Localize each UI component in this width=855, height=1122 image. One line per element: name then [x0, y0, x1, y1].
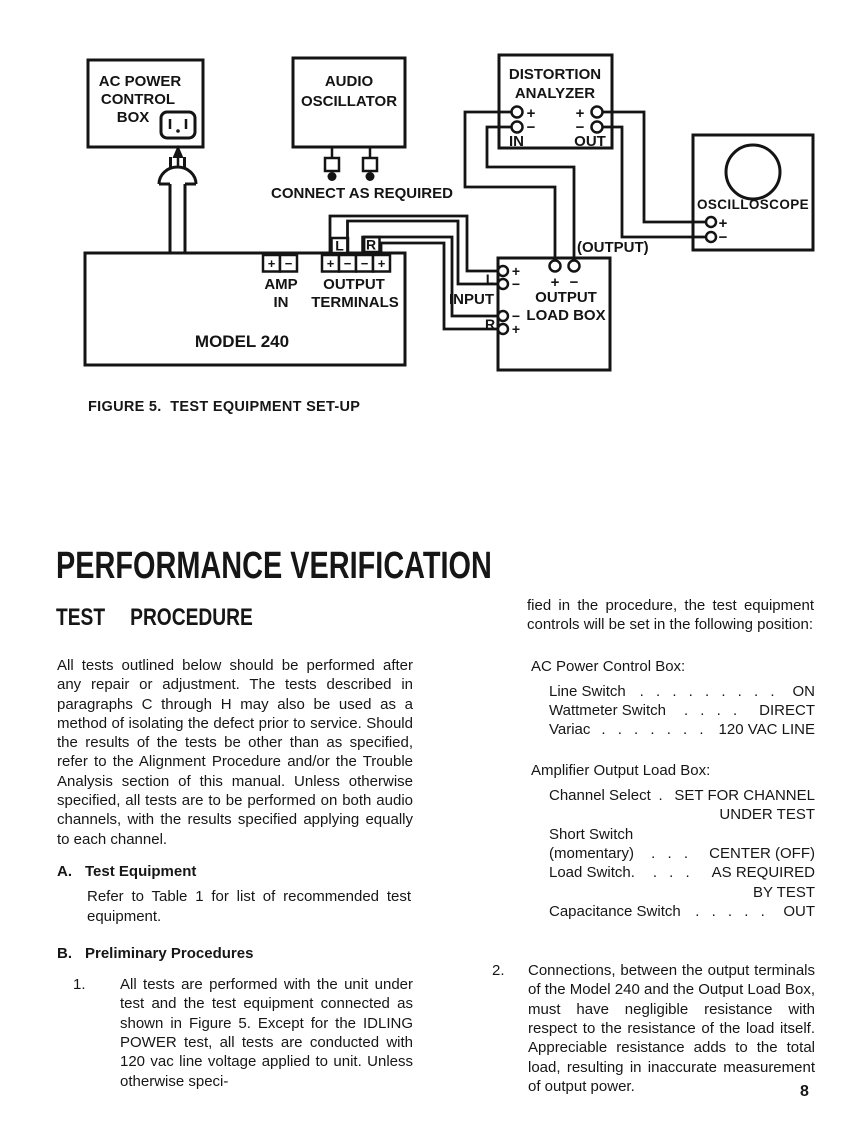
setting-value: 120 VAC LINE — [718, 721, 815, 739]
ac-plug-icon — [159, 145, 196, 184]
input-l-minus-sign: − — [511, 276, 521, 292]
section-a-title: Test Equipment — [85, 862, 197, 880]
oscillator-plug-right-icon — [363, 147, 377, 181]
item-1-number: 1. — [73, 976, 86, 994]
section-a-body: Refer to Table 1 for list of recommended test equipment. — [87, 888, 411, 925]
page-number: 8 — [800, 1083, 809, 1100]
output-r-plus-sign: + — [377, 256, 386, 271]
input-label: INPUT — [449, 291, 494, 308]
model-240-label: MODEL 240 — [194, 332, 290, 351]
setting-wattmeter-switch — [549, 701, 815, 720]
intro-paragraph: All tests outlined below should be performed after any repair or adjustment. The tests described in paragraphs C through H may also be used as a method of isolating the defect prior to service. Should the results of the tests be other than as specified, refer to the Alignment Procedure and/or the Trouble Analysis section of this manual. Unless otherwise specified, all tests are to be performed on both audio channels, with the results specified applying equally to each channel. — [57, 657, 413, 848]
oscilloscope-minus-terminal — [706, 232, 716, 242]
page-title: PERFORMANCE VERIFICATION — [56, 545, 492, 587]
distortion-analyzer-box — [499, 55, 612, 150]
item-2-body: Connections, between the output terminals of the Model 240 and the Output Load Box, must have negligible resistance with respect to the resistance of the load itself. Appreciable resistance adds to the total load, resulting in inaccurate measurement of output power. — [528, 962, 815, 1095]
item-1-body: All tests are performed with the unit under test and the test equipment connected as shown in Figure 5. Except for the IDLING POWER test, all tests are conducted with 120 vac line voltage applied to unit. Unless otherwise speci- — [120, 976, 413, 1090]
oscilloscope-plus-sign: + — [718, 215, 728, 232]
amp-label: AMP — [264, 276, 298, 293]
wire-scope-plus — [603, 112, 707, 222]
connect-as-required-note: CONNECT AS REQUIRED — [271, 185, 453, 202]
model-l-channel-label: L — [335, 237, 344, 254]
section-a-letter: A. — [57, 862, 72, 880]
oscilloscope-minus-sign: − — [718, 229, 728, 246]
load-box-output-minus-terminal — [569, 261, 580, 272]
right-column — [475, 596, 815, 1096]
amp-in-minus-sign: − — [284, 256, 293, 271]
setting-value: SET FOR CHANNEL — [674, 787, 815, 805]
continuation-paragraph: fied in the procedure, the test equipment controls will be set in the following position: — [527, 597, 814, 634]
setting-label: Short Switch — [549, 825, 634, 843]
input-r-label: R — [484, 316, 496, 332]
setting-label: (momentary) — [549, 844, 635, 862]
load-box-label-2: LOAD BOX — [526, 307, 606, 324]
dot-leader: . . . . — [683, 702, 742, 720]
output-load-box — [449, 239, 649, 370]
output-l-minus-sign: − — [343, 256, 352, 271]
input-r-plus-sign: + — [511, 321, 521, 337]
dot-leader: . — [658, 787, 667, 805]
setting-momentary — [549, 844, 815, 863]
figure-caption: FIGURE 5. TEST EQUIPMENT SET-UP — [88, 399, 361, 415]
section-b-title: Preliminary Procedures — [85, 944, 254, 962]
setting-label: Capacitance Switch — [549, 902, 681, 920]
setting-value: OUT — [783, 902, 815, 920]
oscilloscope-screen-icon — [726, 145, 780, 199]
setting-channel-select-value-2: UNDER TEST — [719, 806, 815, 824]
output-terminals-label-2: TERMINALS — [311, 294, 399, 311]
setting-short-switch — [549, 825, 815, 844]
amp-in-label: IN — [273, 294, 289, 311]
test-equipment-setup-diagram — [0, 0, 855, 430]
analyzer-out-minus-sign: − — [575, 119, 585, 136]
audio-oscillator-label-2: OSCILLATOR — [300, 93, 398, 110]
section-b-heading — [57, 944, 413, 963]
dot-leader: . . . — [652, 864, 694, 882]
load-box-input-r-plus-terminal — [498, 324, 508, 334]
setting-channel-select — [549, 786, 815, 805]
output-terminals-label-1: OUTPUT — [323, 276, 385, 293]
setting-value: AS REQUIRED — [711, 864, 815, 882]
section-a-heading — [57, 862, 413, 881]
section-b-letter: B. — [57, 944, 72, 962]
distortion-analyzer-label-1: DISTORTION — [508, 66, 602, 83]
dot-leader: . . . . . . . — [601, 721, 708, 739]
amp-in-plus-sign: + — [267, 256, 276, 271]
model-r-channel-label: R — [365, 236, 377, 253]
oscilloscope-box — [693, 135, 813, 250]
oscilloscope-plus-terminal — [706, 217, 716, 227]
section-title: TEST PROCEDURE — [56, 604, 253, 631]
setting-load-switch-value-2: BY TEST — [753, 883, 815, 901]
analyzer-in-plus-sign: + — [526, 105, 536, 122]
load-box-output-plus-sign: + — [550, 274, 560, 291]
load-box-input-l-plus-terminal — [498, 266, 508, 276]
input-l-label: L — [485, 271, 495, 287]
oscilloscope-label: OSCILLOSCOPE — [696, 197, 810, 212]
load-box-group-title: Amplifier Output Load Box: — [531, 761, 711, 779]
oscillator-plug-left-icon — [325, 147, 339, 181]
analyzer-out-plus-terminal — [592, 107, 603, 118]
ac-power-control-box — [88, 60, 203, 253]
dot-leader: . . . — [651, 844, 693, 862]
setting-line-switch — [549, 682, 815, 701]
input-r-minus-sign: − — [511, 308, 521, 324]
analyzer-out-plus-sign: + — [575, 105, 585, 122]
setting-label: Load Switch. — [549, 864, 635, 882]
left-column — [57, 656, 413, 1091]
analyzer-out-label: OUT — [574, 133, 606, 150]
setting-label: Variac — [549, 721, 591, 739]
analyzer-in-plus-terminal — [512, 107, 523, 118]
load-box-label-1: OUTPUT — [535, 289, 597, 306]
analyzer-in-label: IN — [509, 133, 524, 150]
setting-capacitance-switch — [549, 902, 815, 921]
load-box-input-r-minus-terminal — [498, 311, 508, 321]
outlet-icon — [161, 112, 195, 138]
load-box-output-label: (OUTPUT) — [577, 239, 649, 256]
ac-power-label-2: CONTROL — [100, 91, 176, 108]
numbered-item-1 — [57, 975, 413, 1091]
audio-oscillator-label-1: AUDIO — [324, 73, 374, 90]
dot-leader: . . . . . — [695, 902, 769, 920]
output-l-plus-sign: + — [326, 256, 335, 271]
input-l-plus-sign: + — [511, 263, 521, 279]
analyzer-in-minus-sign: − — [526, 119, 536, 136]
ac-power-group-title: AC Power Control Box: — [531, 657, 686, 675]
setting-value: DIRECT — [759, 702, 815, 720]
load-box-input-l-minus-terminal — [498, 279, 508, 289]
numbered-item-2 — [475, 961, 815, 1096]
model-240-box — [85, 237, 405, 366]
analyzer-out-minus-terminal — [592, 122, 603, 133]
setting-value: CENTER (OFF) — [709, 844, 815, 862]
dot-leader: . . . . . . . . . — [639, 682, 779, 700]
setting-load-switch — [549, 863, 815, 882]
distortion-analyzer-label-2: ANALYZER — [514, 85, 596, 102]
wire-scope-minus — [603, 127, 707, 237]
setting-label: Line Switch — [549, 682, 626, 700]
output-r-minus-sign: − — [360, 256, 369, 271]
analyzer-in-minus-terminal — [512, 122, 523, 133]
audio-oscillator-box — [271, 58, 453, 202]
ac-power-label-3: BOX — [116, 109, 150, 126]
ac-power-label-1: AC POWER — [98, 73, 182, 90]
load-box-output-minus-sign: − — [569, 274, 579, 291]
setting-variac — [549, 720, 815, 739]
ac-line-cord — [170, 184, 185, 253]
setting-label: Channel Select — [549, 787, 651, 805]
setting-value: ON — [792, 682, 815, 700]
load-box-output-plus-terminal — [550, 261, 561, 272]
setting-label: Wattmeter Switch — [549, 702, 666, 720]
item-2-number: 2. — [492, 962, 505, 980]
